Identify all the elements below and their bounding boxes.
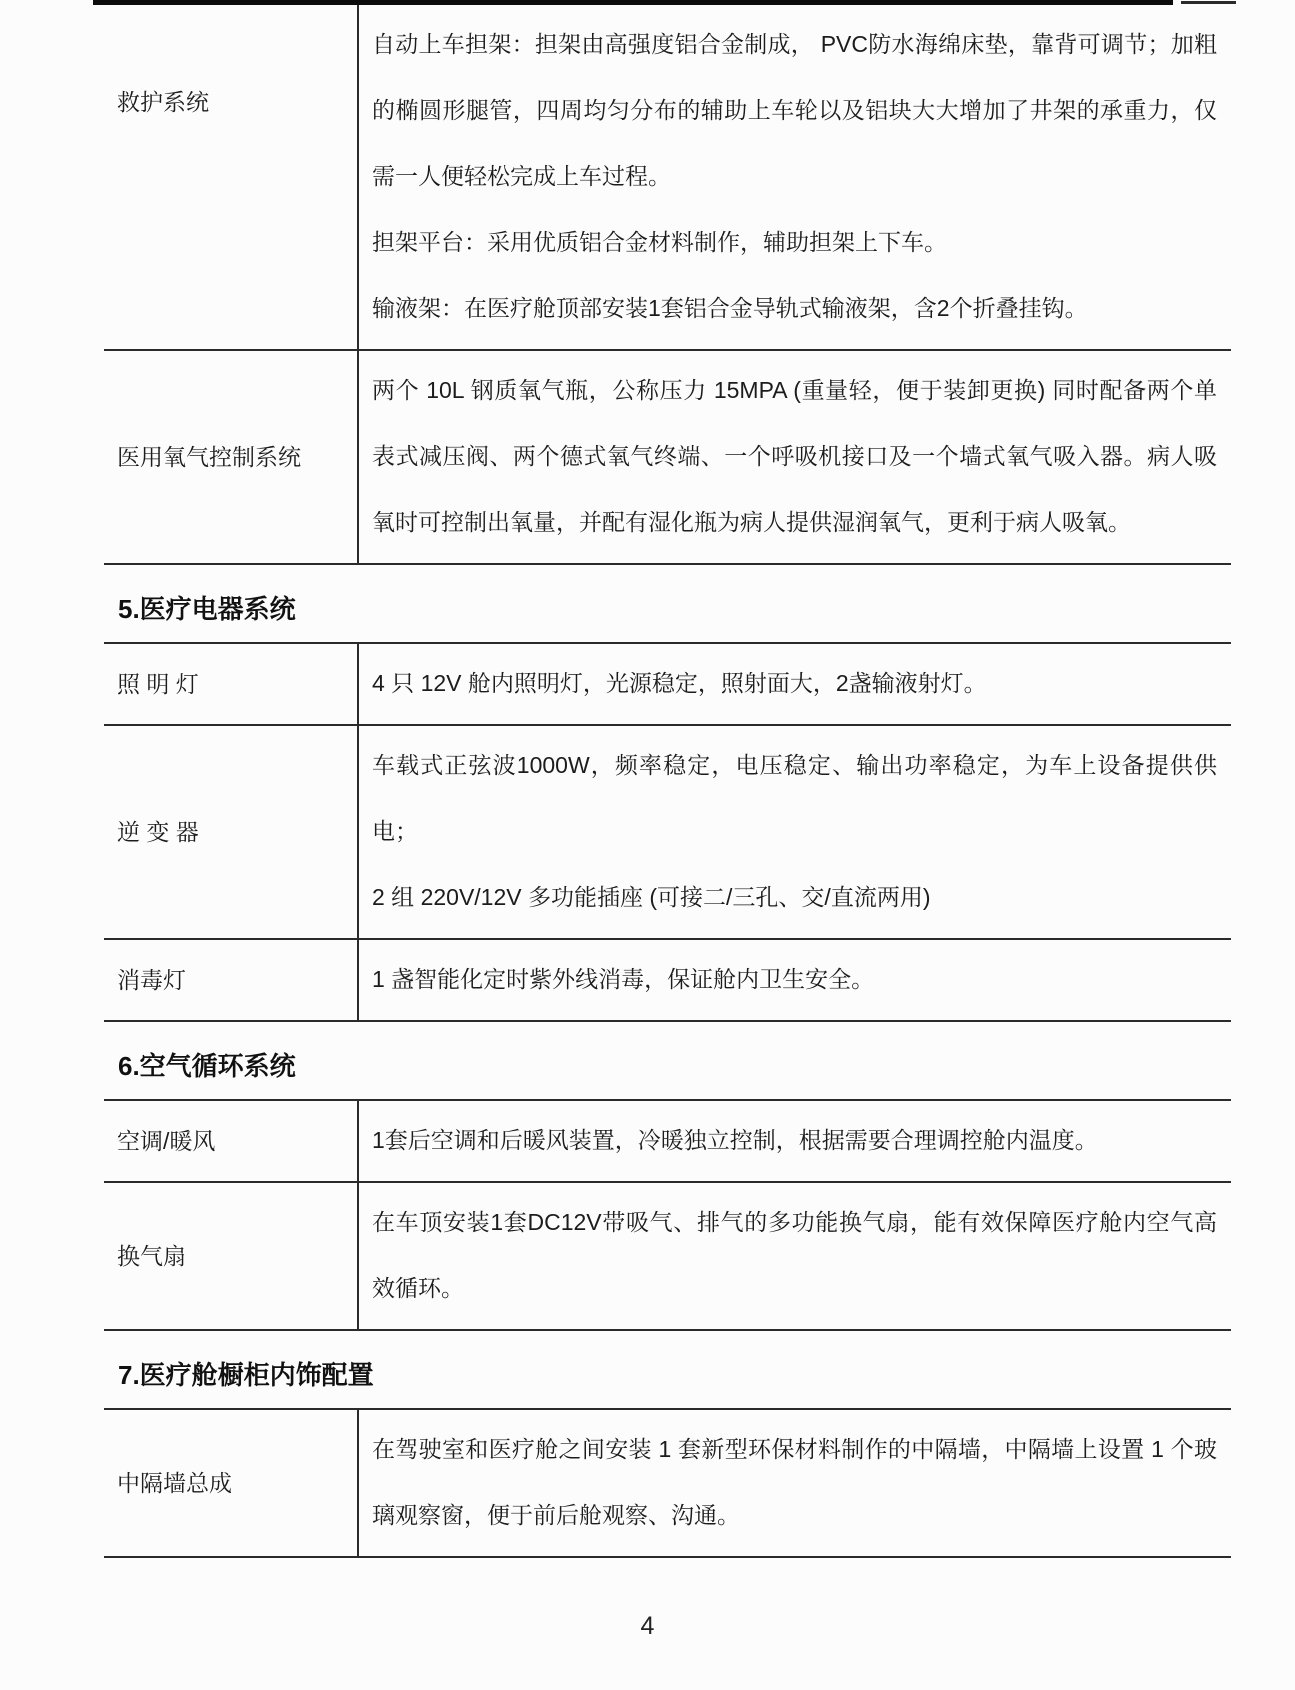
table-row xyxy=(104,351,1231,565)
row-label: 医用氧气控制系统 xyxy=(117,444,301,470)
content-paragraph: 车载式正弦波1000W，频率稳定，电压稳定、输出功率稳定，为车上设备提供供电； xyxy=(372,752,1217,844)
section-heading-5: 5.医疗电器系统 xyxy=(118,594,296,624)
table-row xyxy=(104,1101,1231,1183)
spec-table-continuation xyxy=(104,5,1231,565)
content-paragraph: 1 盏智能化定时紫外线消毒，保证舱内卫生安全。 xyxy=(372,966,875,992)
table-row xyxy=(104,5,1231,351)
section-heading-7: 7.医疗舱橱柜内饰配置 xyxy=(118,1360,374,1390)
row-content xyxy=(357,1183,1231,1329)
spec-table-air xyxy=(104,1099,1231,1331)
row-label: 照 明 灯 xyxy=(117,671,199,697)
table-row xyxy=(104,1410,1231,1558)
table-top-border-thin xyxy=(1181,1,1236,4)
content-paragraph: 1套后空调和后暖风装置，冷暖独立控制，根据需要合理调控舱内温度。 xyxy=(372,1127,1098,1153)
row-content xyxy=(357,5,1231,349)
content-paragraph: 输液架：在医疗舱顶部安装1套铝合金导轨式输液架，含2个折叠挂钩。 xyxy=(372,295,1088,321)
row-label: 救护系统 xyxy=(117,89,209,115)
content-paragraph: 两个 10L 钢质氧气瓶，公称压力 15MPA (重量轻，便于装卸更换) 同时配备两个单表式减压阀、两个德式氧气终端、一个呼吸机接口及一个墙式氧气吸入器。病人吸氧时可控制出氧量，并配有湿化瓶为病人提供湿润氧气，更利于病人吸氧。 xyxy=(372,377,1217,535)
table-row xyxy=(104,644,1231,726)
content-paragraph: 4 只 12V 舱内照明灯，光源稳定，照射面大，2盏输液射灯。 xyxy=(372,670,987,696)
table-row xyxy=(104,726,1231,940)
row-label: 逆 变 器 xyxy=(117,819,199,845)
row-label: 消毒灯 xyxy=(117,967,186,993)
content-paragraph: 自动上车担架：担架由高强度铝合金制成， PVC防水海绵床垫，靠背可调节；加粗的椭圆形腿管，四周均匀分布的辅助上车轮以及铝块大大增加了井架的承重力，仅需一人便轻松完成上车过程。 xyxy=(372,31,1217,189)
row-label: 空调/暖风 xyxy=(117,1128,216,1154)
row-content xyxy=(357,726,1231,938)
row-content xyxy=(357,1101,1231,1181)
row-content xyxy=(357,644,1231,724)
table-row xyxy=(104,1183,1231,1331)
section-heading-6: 6.空气循环系统 xyxy=(118,1051,296,1081)
page-number: 4 xyxy=(640,1612,655,1640)
spec-table-electrical xyxy=(104,642,1231,1022)
table-row xyxy=(104,940,1231,1022)
row-label: 换气扇 xyxy=(117,1243,186,1269)
content-paragraph: 2 组 220V/12V 多功能插座 (可接二/三孔、交/直流两用) xyxy=(372,884,931,910)
row-content xyxy=(357,351,1231,563)
content-paragraph: 在驾驶室和医疗舱之间安装 1 套新型环保材料制作的中隔墙，中隔墙上设置 1 个玻璃观察窗，便于前后舱观察、沟通。 xyxy=(372,1436,1217,1528)
document-content xyxy=(104,5,1231,1558)
content-paragraph: 在车顶安装1套DC12V带吸气、排气的多功能换气扇，能有效保障医疗舱内空气高效循环。 xyxy=(372,1209,1217,1301)
content-paragraph: 担架平台：采用优质铝合金材料制作，辅助担架上下车。 xyxy=(372,229,947,255)
spec-table-cabinet xyxy=(104,1408,1231,1558)
row-content xyxy=(357,1410,1231,1556)
row-label: 中隔墙总成 xyxy=(117,1470,232,1496)
row-content xyxy=(357,940,1231,1020)
